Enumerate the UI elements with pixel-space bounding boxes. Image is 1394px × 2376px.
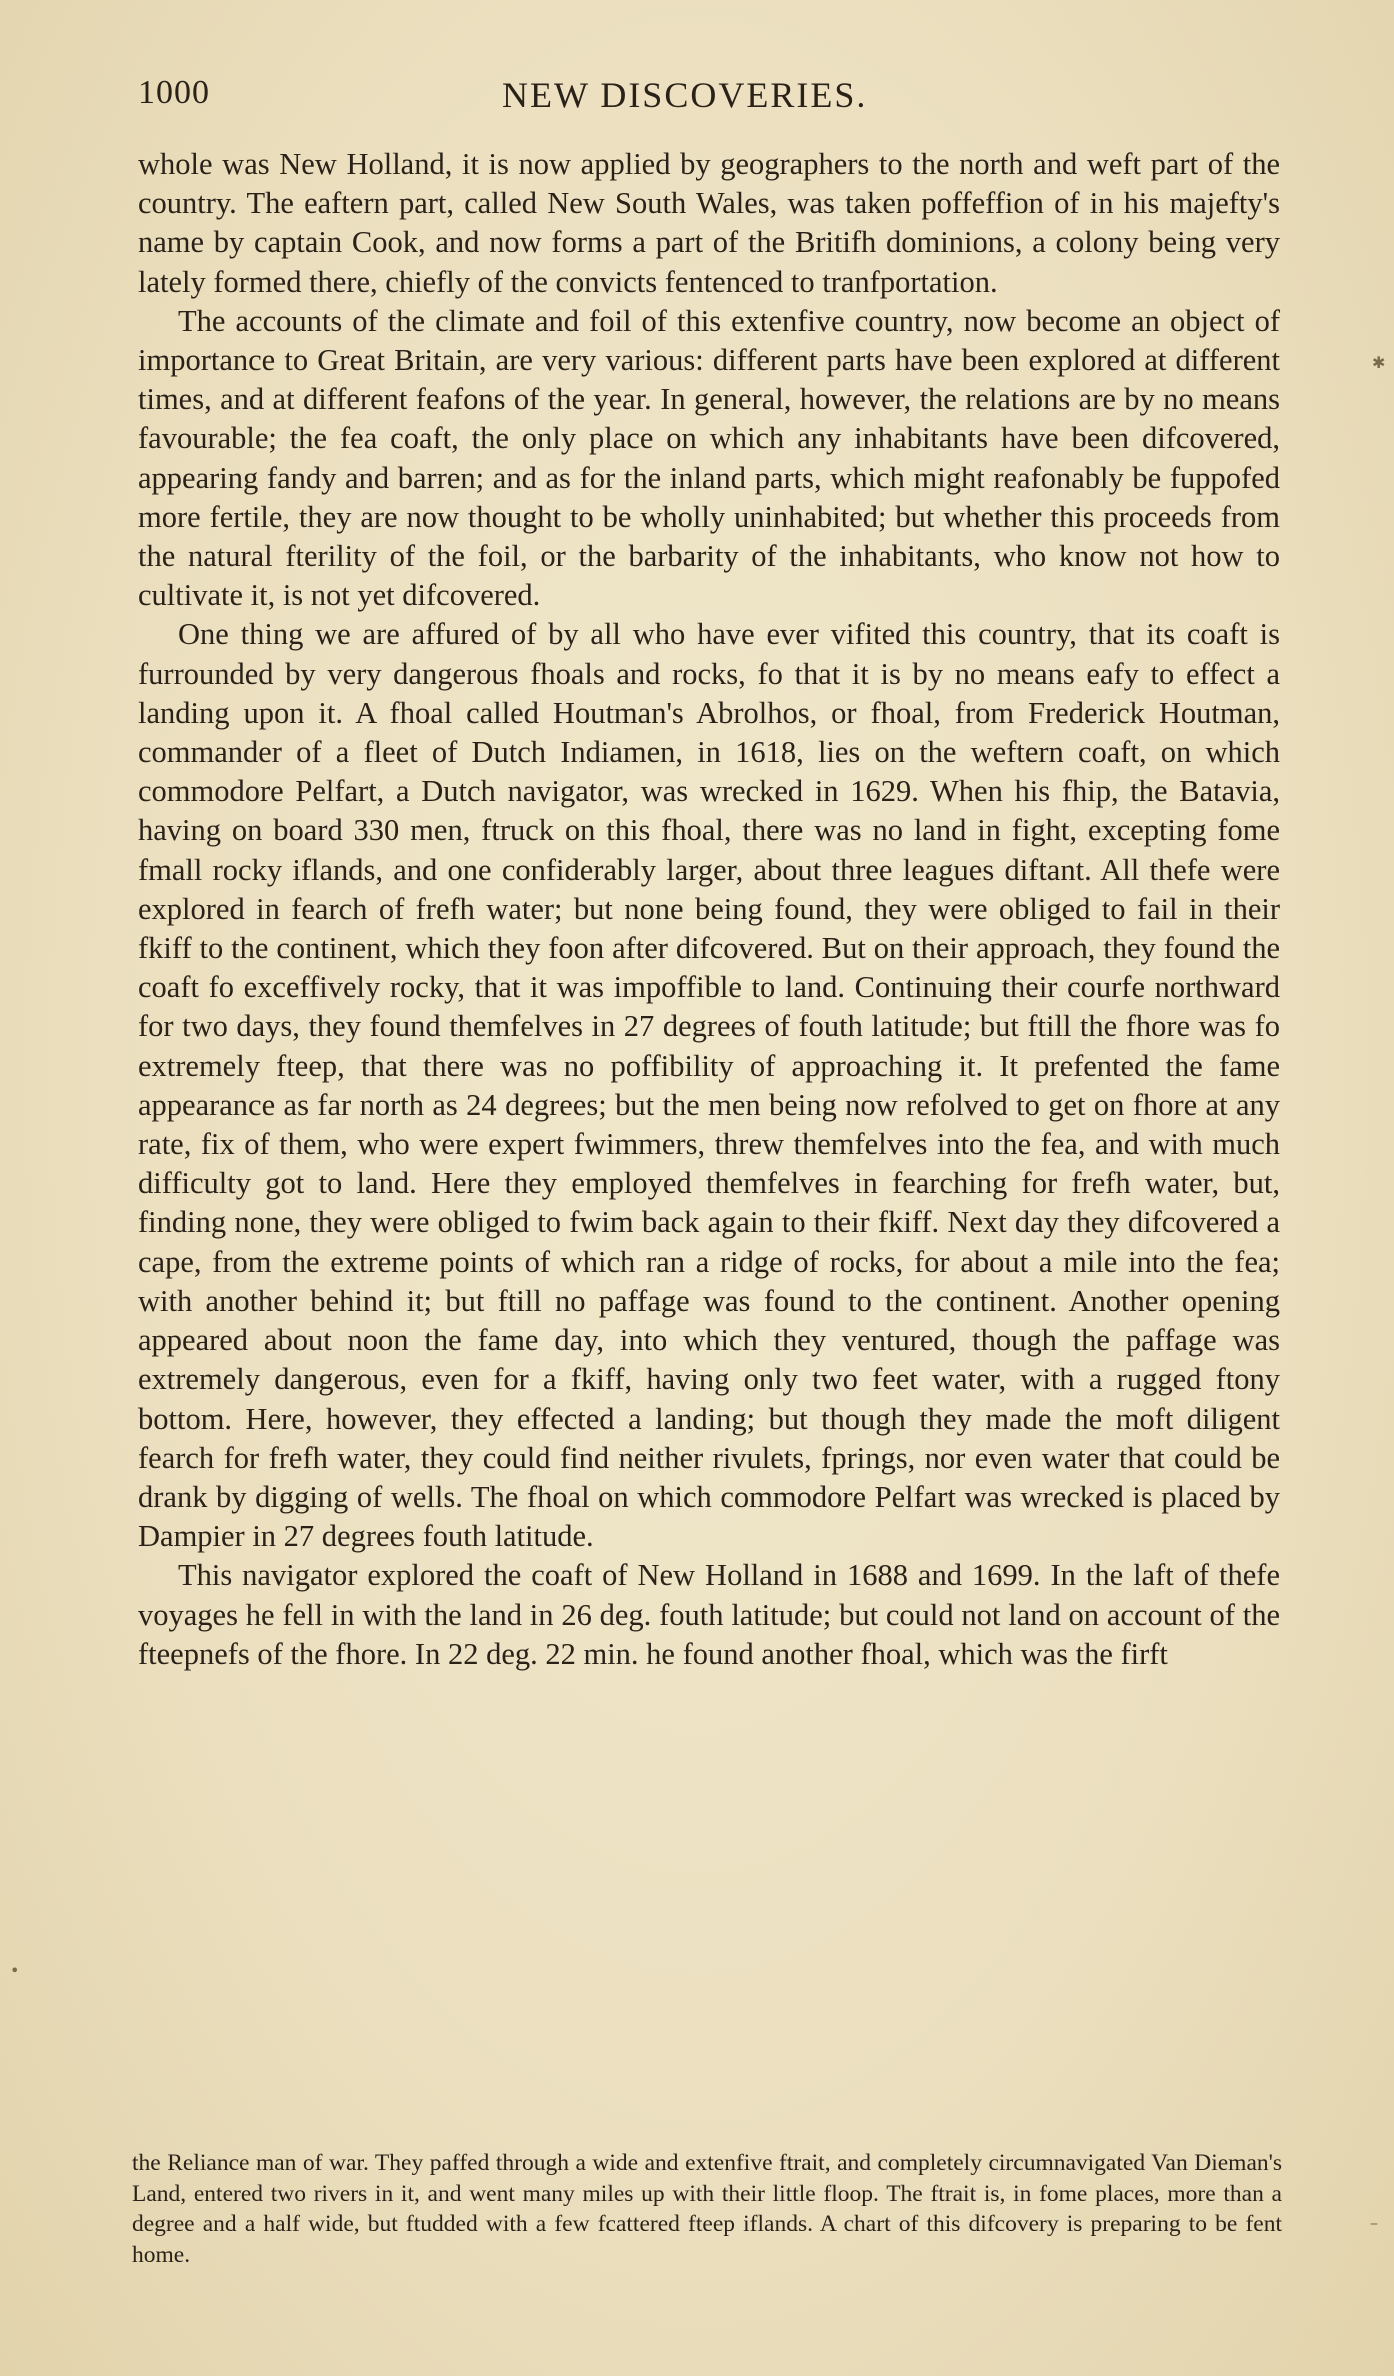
paragraph-dampier-voyages: This navigator explored the coaft of New Holland in 1688 and 1699. In the laft of thefe voyages he fell in with the land in 26 deg. fouth latitude; but could not land on account of the fteepnefs of the fhore. In 22 deg. 22 min. he found another fhoal, which was the firft xyxy=(138,1558,1280,1671)
running-title: NEW DISCOVERIES. xyxy=(502,75,868,115)
paragraph-continuation: whole was New Holland, it is now applied by geographers to the north and weft part of the country. The eaftern part, called New South Wales, was taken poffeffion of in his majefty's name by captain Cook, and now forms a part of the Britifh dominions, a colony being very lately formed there, chiefly of the convicts fentenced to tranfportation. xyxy=(138,147,1280,299)
footnote-text: the Reliance man of war. They paffed through a wide and extenfive ftrait, and completely circumnavigated Van Dieman's Land, entered two rivers in it, and went many miles up with their little floop. The ftrait is, in fome places, more than a degree and a half wide, but ftudded with a few fcattered fteep iflands. A chart of this difcovery is preparing to be fent home. xyxy=(132,2150,1282,2268)
margin-speck-icon: – xyxy=(1370,2213,1378,2232)
footnote xyxy=(132,2148,1282,2270)
paragraph-coastal-shoals: One thing we are affured of by all who have ever vifited this country, that its coaft is furrounded by very dangerous fhoals and rocks, fo that it is by no means eafy to effect a landing upon it. A fhoal called Houtman's Abrolhos, or fhoal, from Frederick Houtman, commander of a fleet of Dutch Indiamen, in 1618, lies on the weftern coaft, on which commodore Pelfart, a Dutch navigator, was wrecked in 1629. When his fhip, the Batavia, having on board 330 men, ftruck on this fhoal, there was no land in fight, excepting fome fmall rocky iflands, and one confiderably larger, about three leagues diftant. All thefe were explored in fearch of frefh water; but none being found, they were obliged to fail in their fkiff to the continent, which they foon after difcovered. But on their approach, they found the coaft fo exceffively rocky, that it was impoffible to land. Continuing their courfe northward for two days, they found themfelves in 27 degrees of fouth latitude; but ftill the fhore was fo extremely fteep, that there was no poffibility of approaching it. It prefented the fame appearance as far north as 24 degrees; but the men being now refolved to get on fhore at any rate, fix of them, who were expert fwimmers, threw themfelves into the fea, and with much difficulty got to land. Here they employed themfelves in fearching for frefh water, but, finding none, they were obliged to fwim back again to their fkiff. Next day they difcovered a cape, from the extreme points of which ran a ridge of rocks, for about a mile into the fea; with another behind it; but ftill no paffage was found to the continent. Another opening appeared about noon the fame day, into which they ventured, though the paffage was extremely dangerous, even for a fkiff, having only two feet water, with a rugged ftony bottom. Here, however, they effected a landing; but though they made the moft diligent fearch for frefh water, they could find neither rivulets, fprings, nor even water that could be drank by digging of wells. The fhoal on which commodore Pelfart was wrecked is placed by Dampier in 27 degrees fouth latitude. xyxy=(138,617,1280,1554)
margin-speck-icon: ✱ xyxy=(1372,353,1386,372)
margin-speck-icon: • xyxy=(10,1961,20,1980)
paragraph-climate-and-soil: The accounts of the climate and foil of this extenfive country, now become an object of importance to Great Britain, are very various: different parts have been explored at different times, and at different feafons of the year. In general, however, the relations are by no means favourable; the fea coaft, the only place on which any inhabitants have been difcovered, appearing fandy and barren; and as for the inland parts, which might reafonably be fuppofed more fertile, they are now thought to be wholly uninhabited; but whether this proceeds from the natural fterility of the foil, or the barbarity of the inhabitants, who know not how to cultivate it, is not yet difcovered. xyxy=(138,303,1280,613)
body-text xyxy=(138,145,1280,1674)
page-header xyxy=(138,74,1290,124)
page-number: 1000 xyxy=(138,74,210,111)
